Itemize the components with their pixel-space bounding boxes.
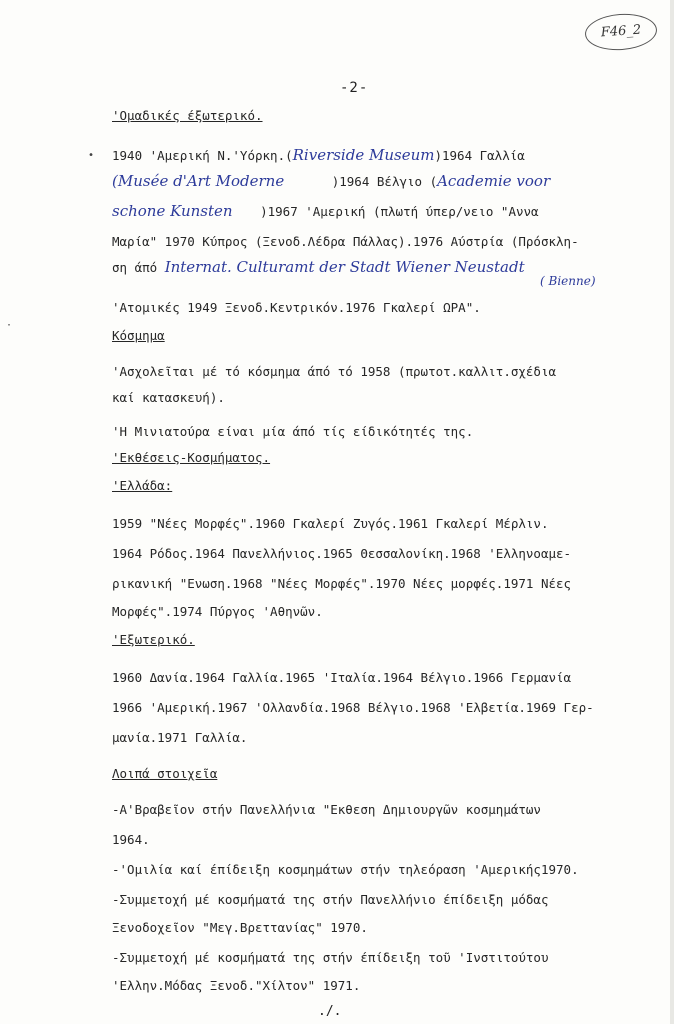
text-line: 1959 "Νέες Μορφές".1960 Γκαλερί Ζυγός.1961 Γκαλερί Μέρλιν. xyxy=(112,516,549,531)
typed-text: 1940 'Αμερική Ν.'Υόρκη.( xyxy=(112,148,293,163)
typed-text: )1964 Βέλγιο ( xyxy=(331,174,438,189)
text-line xyxy=(112,258,525,276)
text-line: Ξενοδοχεῖον "Μεγ.Βρεττανίας" 1970. xyxy=(112,920,368,935)
section-heading-exoterika-2: 'Εξωτερικό. xyxy=(112,632,195,647)
text-line: -Συμμετοχή μέ κοσμήματά της στήν Πανελλήνιο έπίδειξη μόδας xyxy=(112,892,549,907)
handwritten-text: schone Kunsten xyxy=(112,202,233,220)
text-line: 1960 Δανία.1964 Γαλλία.1965 'Ιταλία.1964 Βέλγιο.1966 Γερμανία xyxy=(112,670,572,685)
text-line: καί κατασκευή). xyxy=(112,390,225,405)
margin-mark: · xyxy=(6,320,13,331)
text-line: 1964. xyxy=(112,832,150,847)
text-line: 'Ατομικές 1949 Ξενοδ.Κεντρικόν.1976 Γκαλερί ΩΡΑ". xyxy=(112,300,481,315)
section-heading-loipa: Λοιπά στοιχεῖα xyxy=(112,766,218,781)
typed-text: ση άπό xyxy=(112,260,158,275)
section-heading-exoterika: 'Ομαδικές έξωτερικό. xyxy=(112,108,263,123)
paper-edge xyxy=(670,0,674,1024)
text-line: 'Ελλην.Μόδας Ξενοδ."Χίλτον" 1971. xyxy=(112,978,361,993)
text-line: Μορφές".1974 Πύργος 'Αθηνῶν. xyxy=(112,604,323,619)
handwritten-text: Internat. Culturamt der Stadt Wiener Neustadt xyxy=(164,258,525,276)
text-line: 1966 'Αμερική.1967 'Ολλανδία.1968 Βέλγιο.1968 'Ελβετία.1969 Γερ- xyxy=(112,700,594,715)
section-heading-ellada: 'Ελλάδα: xyxy=(112,478,173,493)
handwritten-text: Riverside Museum xyxy=(292,146,435,164)
text-line: ρικανική "Ενωση.1968 "Νέες Μορφές".1970 Νέες μορφές.1971 Νέες xyxy=(112,576,572,591)
text-line: Μαρία" 1970 Κύπρος (Ξενοδ.Λέδρα Πάλλας).1976 Αύστρία (Πρόσκλη- xyxy=(112,234,579,249)
section-heading-kosmima: Κόσμημα xyxy=(112,328,165,343)
text-line: 'Η Μινιατούρα είναι μία άπό τίς είδικότητές της. xyxy=(112,424,474,439)
text-line: μανία.1971 Γαλλία. xyxy=(112,730,248,745)
section-heading-ektheseis: 'Εκθέσεις-Κοσμήματος. xyxy=(112,450,271,465)
text-line xyxy=(112,172,550,190)
margin-mark: • xyxy=(88,150,95,161)
text-line: 1964 Ρόδος.1964 Πανελλήνιος.1965 Θεσσαλονίκη.1968 'Ελληνοαμε- xyxy=(112,546,572,561)
handwritten-text: ( Bienne) xyxy=(540,274,596,288)
typed-text: )1967 'Αμερική (πλωτή ύπερ/νειο "Αννα xyxy=(260,204,539,219)
text-line xyxy=(112,146,525,164)
handwritten-text: Academie voor xyxy=(437,172,551,190)
text-line: -Συμμετοχή μέ κοσμήματά της στήν έπίδειξη τοῦ 'Ινστιτούτου xyxy=(112,950,549,965)
page-end-mark: ./. xyxy=(318,1004,342,1019)
text-line xyxy=(112,202,539,220)
handwritten-text: (Musée d'Art Moderne xyxy=(112,172,285,190)
text-line: 'Ασχολεῖται μέ τό κόσμημα άπό τό 1958 (πρωτοτ.καλλιτ.σχέδια xyxy=(112,364,557,379)
page-number: -2- xyxy=(340,80,369,96)
archive-code: F46_2 xyxy=(584,12,658,53)
typed-text: )1964 Γαλλία xyxy=(434,148,525,163)
text-line: -'Ομιλία καί έπίδειξη κοσμημάτων στήν τηλεόραση 'Αμερικής1970. xyxy=(112,862,579,877)
text-line: -Α'Βραβεῖον στήν Πανελλήνια "Εκθεση Δημιουργῶν κοσμημάτων xyxy=(112,802,541,817)
